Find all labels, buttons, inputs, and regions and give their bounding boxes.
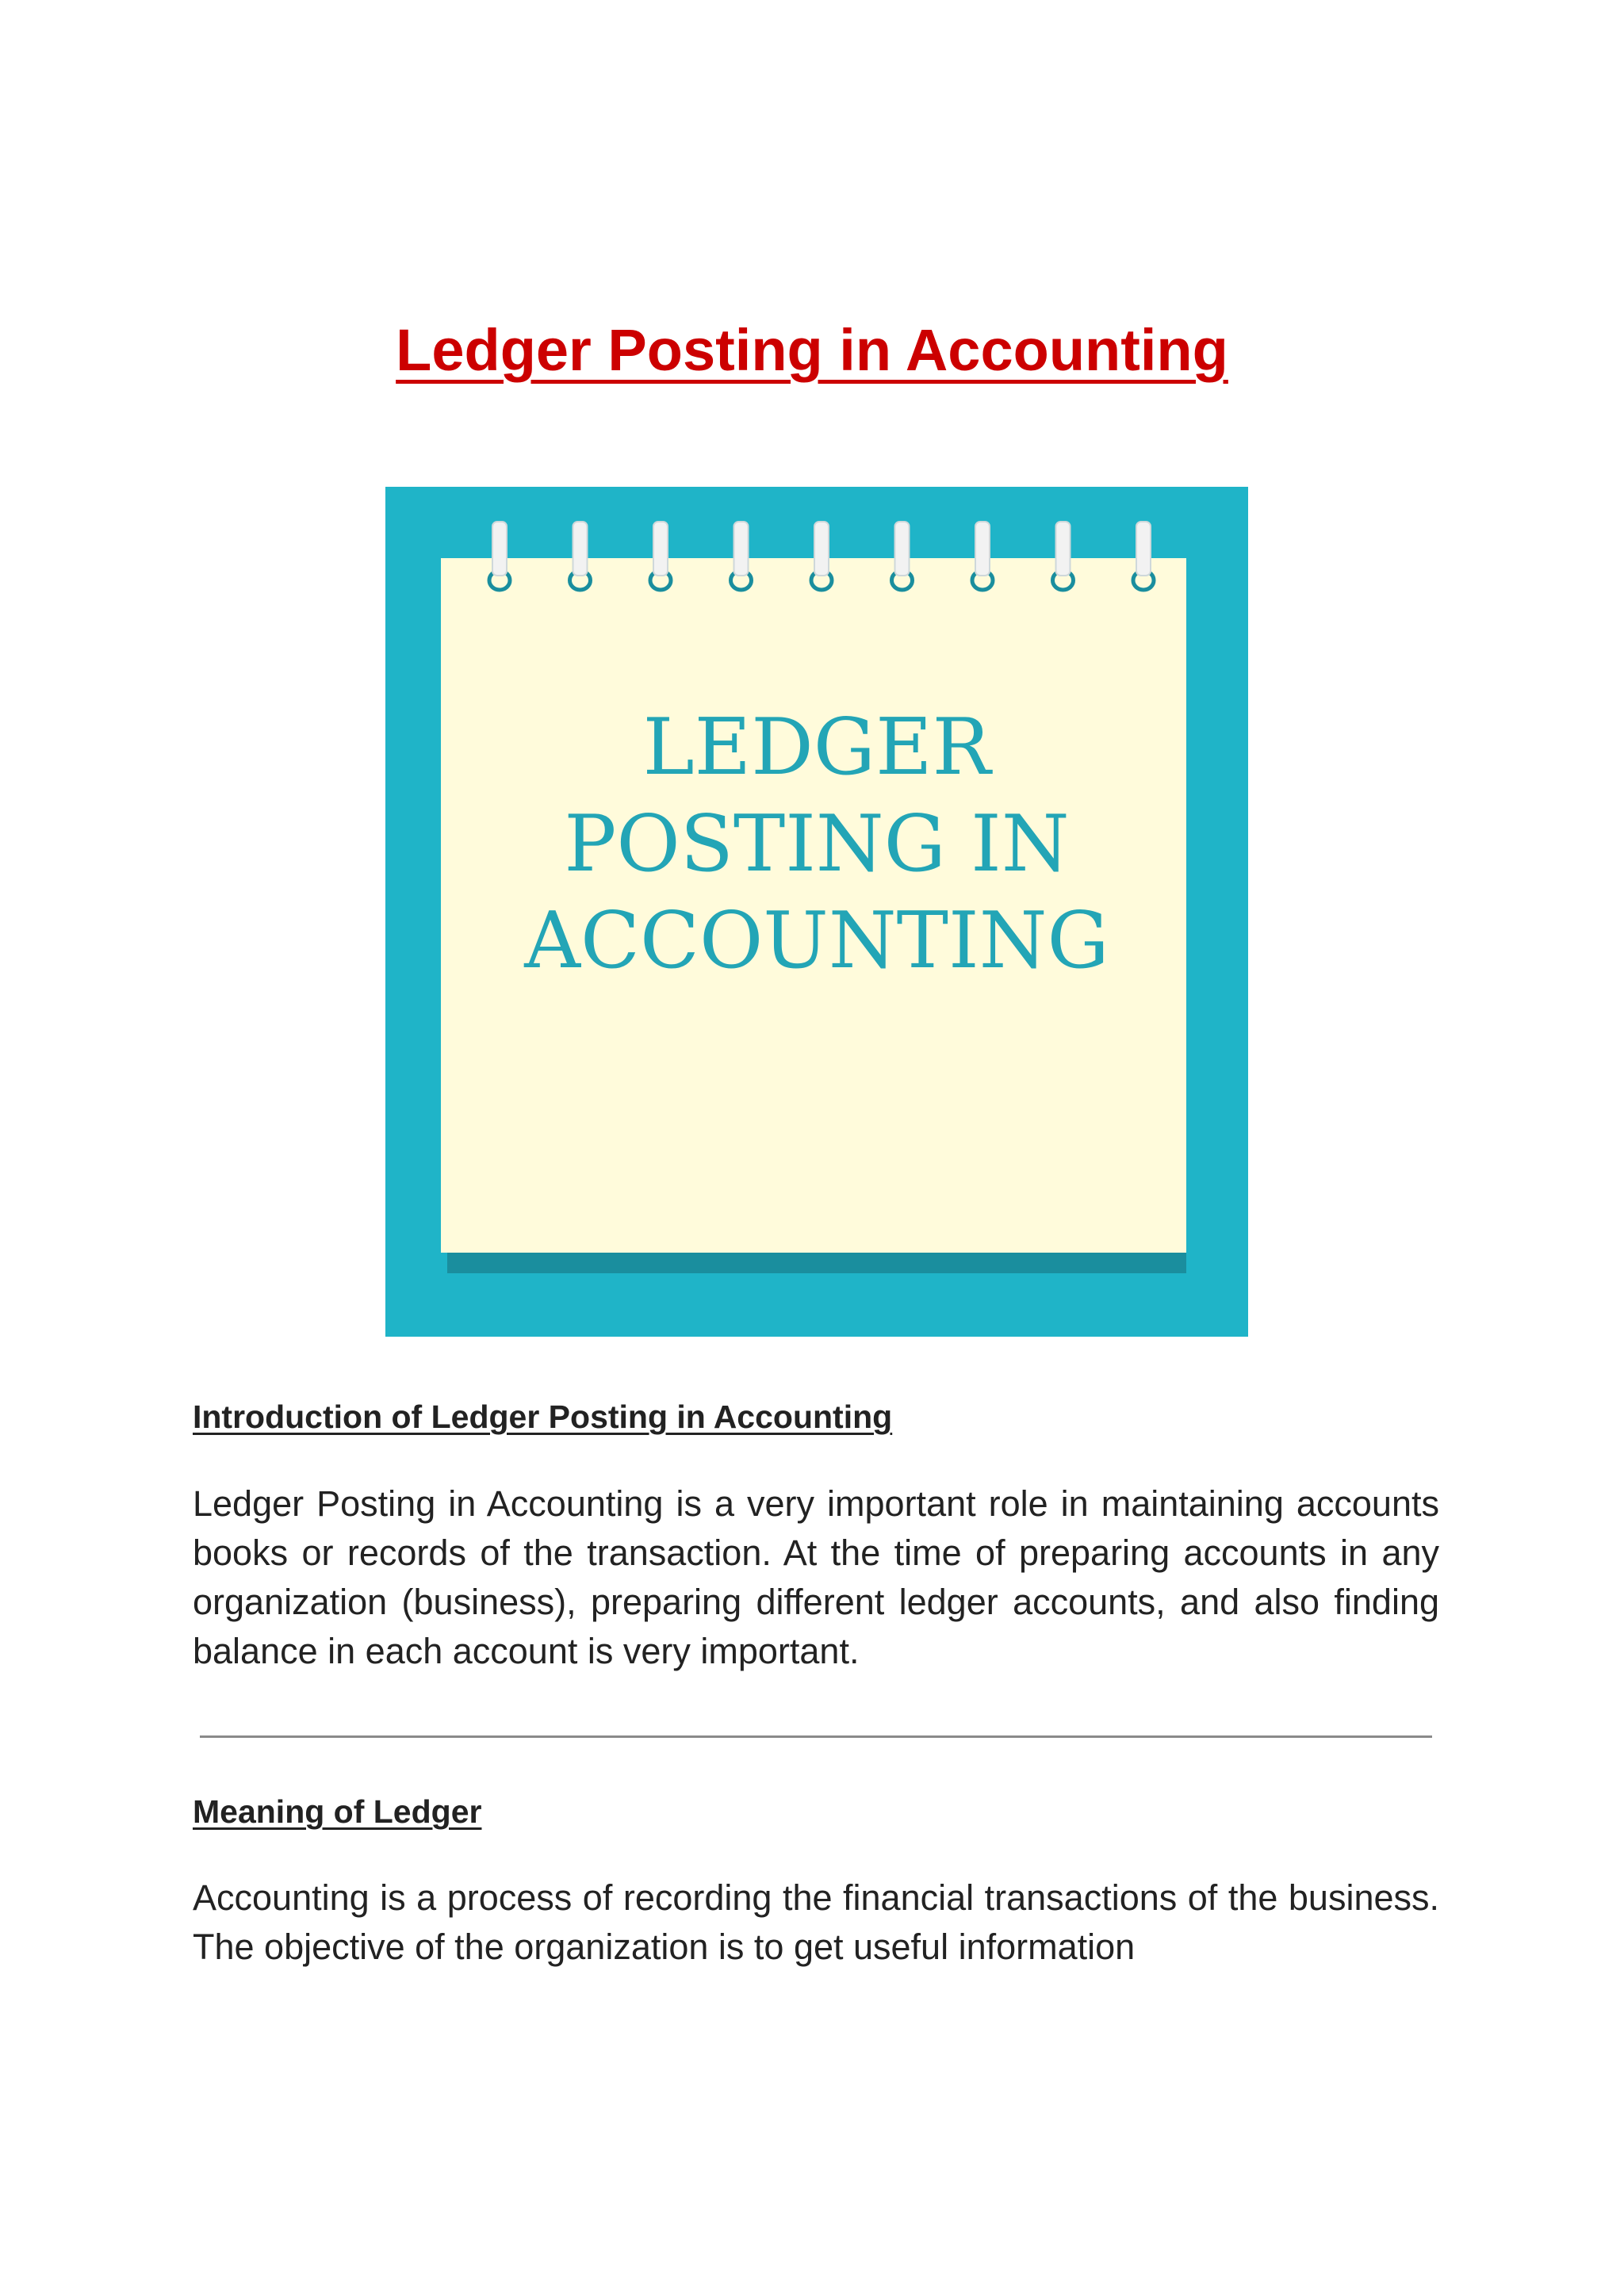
paragraph-introduction: Ledger Posting in Accounting is a very important role in maintaining accounts books or records of the transaction. At the time of preparing accounts in any organization (business), preparing different ledger accounts, and also finding balance in each account is very important. [193, 1483, 1439, 1671]
hero-text-line-3: ACCOUNTING [524, 896, 1109, 986]
section-divider [200, 1735, 1432, 1738]
hero-image [385, 487, 1248, 1337]
page-title: Ledger Posting in Accounting [396, 317, 1228, 383]
notepad-illustration [385, 487, 1248, 1337]
section-heading-introduction: Introduction of Ledger Posting in Accounting [193, 1399, 893, 1435]
hero-text-line-1: LEDGER [642, 702, 991, 793]
paragraph-meaning: Accounting is a process of recording the financial transactions of the business. The objective of the organization is to get useful information [193, 1877, 1439, 1967]
hero-text-line-2: POSTING IN [564, 799, 1070, 890]
section-heading-meaning: Meaning of Ledger [193, 1793, 482, 1830]
